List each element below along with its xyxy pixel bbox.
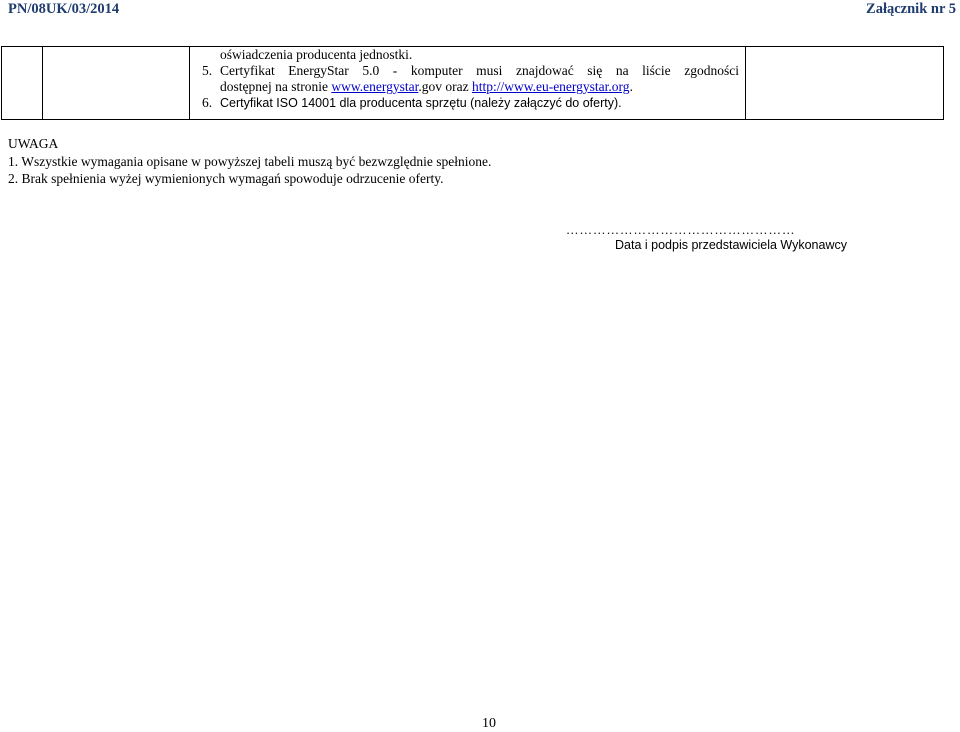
requirement-item-5-line2 [190, 79, 745, 95]
requirement-word: się [587, 63, 603, 78]
requirement-text: Certyfikat ISO 14001 dla producenta sprzętu (należy załączyć do oferty). [220, 96, 622, 110]
requirement-text [190, 63, 745, 79]
requirement-word: Certyfikat [220, 63, 275, 78]
note-item: 2. Brak spełnienia wyżej wymienionych wymagań spowoduje odrzucenie oferty. [8, 171, 444, 186]
table-row [2, 47, 944, 120]
period: . [629, 79, 633, 94]
signature-dots: …………………………………………… [566, 223, 796, 237]
requirement-word: 5.0 [362, 63, 380, 78]
table-cell-index [2, 47, 43, 120]
connector-text: oraz [441, 79, 472, 94]
domain-suffix: .gov [418, 79, 442, 94]
item-number: 6. [202, 95, 213, 110]
requirements-table [1, 46, 944, 120]
document-reference: PN/08UK/03/2014 [8, 1, 120, 17]
requirement-item-5 [190, 63, 745, 79]
requirement-word: liście [642, 63, 671, 78]
eu-energystar-link[interactable]: http://www.eu-energystar.org [471, 79, 630, 94]
notes-section [8, 135, 491, 188]
notes-title: UWAGA [8, 136, 59, 151]
table-cell-offer [746, 47, 944, 120]
note-item: 1. Wszystkie wymagania opisane w powyższej tabeli muszą być bezwzględnie spełnione. [8, 153, 492, 169]
signature-block [566, 223, 896, 252]
requirement-word: komputer [410, 63, 463, 78]
attachment-label: Załącznik nr 5 [866, 1, 956, 17]
table-cell-requirements [190, 47, 746, 120]
requirement-word: zgodności [684, 63, 739, 78]
requirement-word: znajdować [516, 63, 574, 78]
page-number: 10 [482, 716, 496, 731]
item-number: 5. [202, 63, 213, 78]
requirement-word: na [615, 63, 629, 78]
requirement-word: - [392, 63, 398, 78]
requirement-continuation: oświadczenia producenta jednostki. [220, 47, 413, 62]
signature-label: Data i podpis przedstawiciela Wykonawcy [615, 238, 847, 252]
page-header [0, 0, 960, 22]
requirement-word: musi [476, 63, 503, 78]
requirement-word: EnergyStar [288, 63, 349, 78]
table-cell-parameter [43, 47, 190, 120]
energystar-link[interactable]: www.energystar [331, 79, 419, 94]
requirement-item-6 [190, 95, 745, 111]
requirement-text: dostępnej na stronie [220, 79, 332, 94]
